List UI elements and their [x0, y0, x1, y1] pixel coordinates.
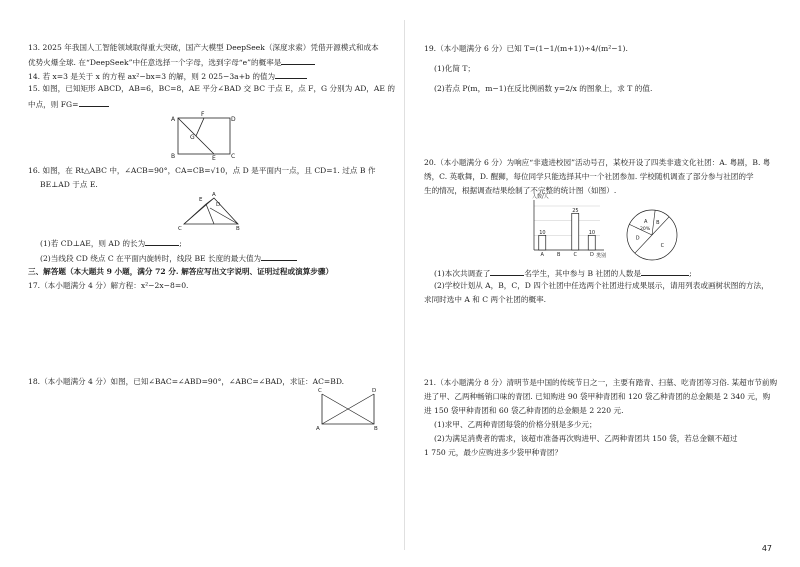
q20-line2: 绣，C. 英歌舞，D. 醒狮，每位同学只能选择其中一个社团参加. 学校随机调查了部分参与社团的学 [424, 172, 754, 181]
pie-label-C: C [660, 242, 665, 249]
q15-label-c: C [231, 153, 236, 160]
bar-A [539, 235, 546, 250]
q15-line1: 15. 如图，已知矩形 ABCD，AB=6，BC=8，AE 平分∠BAD 交 BC 于点 E，点 F，G 分别为 AD，AE 的 [28, 84, 395, 93]
q19-sub1: (1)化简 T； [434, 64, 476, 73]
q21-sub2-line1: (2)为满足消费者的需求，该超市准备再次购进甲、乙两种青团共 150 袋，若总金额不超过 [434, 434, 738, 443]
q18-rectangle-figure [316, 390, 380, 430]
q16-sub2: (2)当线段 CD 绕点 C 在平面内旋转时，线段 BE 长度的最大值为 [40, 252, 297, 264]
bar-value-label-D: 10 [588, 229, 596, 236]
q19-sub2: (2)若点 P(m，m−1)在反比例函数 y=2/x 的图象上，求 T 的值. [434, 84, 653, 93]
bar-tick-label-A: A [540, 252, 544, 258]
q14-text: 14. 若 x=3 是关于 x 的方程 ax²−bx=3 的解，则 2 025−3a+b 的值为 [28, 70, 307, 82]
q17-text: 17.（本小题满分 4 分）解方程：x²−2x−8=0. [28, 281, 189, 290]
bar-tick-label-B: B [556, 252, 561, 258]
pie-label-A: A [643, 219, 648, 226]
q16-line2: BE⊥AD 于点 E. [40, 180, 98, 189]
bar-tick-label-D: D [589, 252, 594, 258]
q20-bar-chart [522, 194, 612, 260]
q13-line2: 优势火爆全球. 在“DeepSeek”中任意选择一个字母，选到字母“e”的概率是 [28, 56, 315, 68]
q15-label-f: F [201, 111, 205, 118]
q20-line3: 生的情况，根据调查结果绘制了不完整的统计图（如图）. [424, 186, 617, 195]
q20-sub2-line2: 求同时选中 A 和 C 两个社团的概率. [424, 295, 547, 304]
bar-D [588, 235, 595, 250]
bar-tick-label-C: C [573, 252, 577, 258]
bar-value-label-C: 25 [572, 207, 579, 214]
q21-line1: 21.（本小题满分 8 分）清明节是中国的传统节日之一，主要有踏青、扫墓、吃青团等习俗. 某超市节前购 [424, 378, 778, 387]
q15-label-e: E [212, 155, 216, 162]
section3-heading: 三、解答题（本大题共 9 小题，满分 72 分. 解答应写出文字说明、证明过程或演算步骤） [28, 267, 334, 276]
q21-sub2-line2: 1 750 元，最少应购进多少袋甲种青团？ [424, 448, 563, 457]
q18-label-c: C [318, 388, 322, 394]
q18-text: 18.（本小题满分 4 分）如图，已知∠BAC=∠ABD=90°，∠ABC=∠BAD，求证：AC=BD. [28, 377, 345, 386]
bar-y-axis-label: 人数/人 [532, 194, 549, 200]
q19-text: 19.（本小题满分 6 分）已知 T=(1−1/(m+1))÷4/(m²−1). [424, 44, 628, 53]
q21-line2: 进了甲、乙两种畅销口味的青团. 已知购进 90 袋甲种青团和 120 袋乙种青团的总金额是 2 340 元，购 [424, 392, 771, 401]
q16-label-b: B [236, 226, 240, 232]
pie-percent-A: 20% [639, 227, 651, 233]
q20-sub2-line1: (2)学校计划从 A，B，C，D 四个社团中任选两个社团进行成果展示，请用列表或画树状图的方法， [434, 281, 769, 290]
bar-x-axis-label: 类别 [596, 253, 607, 259]
q19-formula: (1−1/(m+1))÷4/(m²−1). [535, 44, 628, 53]
bar-C [572, 213, 579, 250]
q21-line3: 进 150 袋甲种青团和 60 袋乙种青团的总金额是 2 220 元. [424, 406, 624, 415]
q15-rectangle-figure [168, 112, 240, 160]
q16-label-c: C [178, 226, 182, 232]
q15-label-d: D [231, 116, 236, 123]
q16-label-a: A [212, 192, 216, 198]
q18-label-b: B [374, 426, 378, 432]
bar-value-label-A: 10 [539, 229, 546, 236]
q15-label-g: G [190, 134, 195, 141]
q16-sub1: (1)若 CD⊥AE，则 AD 的长为 ; [40, 239, 182, 248]
q20-line1: 20.（本小题满分 6 分）为响应“非遗进校园”活动号召，某校开设了四类非遗文化社团：A. 粤剧，B. 粤 [424, 158, 771, 167]
q20-pie-chart [624, 208, 684, 264]
q13-line1: 13. 2025 年我国人工智能领域取得重大突破，国产大模型 DeepSeek（深度求索）凭借开源模式和成本 [28, 43, 379, 52]
q20-sub1: (1)本次共调查了 名学生，其中参与 B 社团的人数是 ; [434, 269, 692, 278]
q15-line2: 中点，则 FG= [28, 98, 109, 110]
pie-label-D: D [635, 235, 640, 242]
column-divider [404, 20, 405, 550]
pie-label-B: B [656, 219, 660, 226]
q16-line1: 16. 如图，在 Rt△ABC 中，∠ACB=90°，CA=CB=√10，点 D 是平面内一点，且 CD=1. 过点 B 作 [28, 166, 376, 175]
q18-label-a: A [316, 426, 320, 432]
q15-label-b: B [171, 153, 176, 160]
q15-label-a: A [171, 116, 176, 123]
q18-label-d: D [372, 388, 377, 394]
q21-sub1: (1)求甲、乙两种青团每袋的价格分别是多少元； [434, 420, 597, 429]
q16-triangle-figure [180, 190, 242, 230]
q16-label-e: E [199, 197, 203, 203]
q16-label-d: D [216, 202, 221, 208]
page-number: 47 [761, 544, 772, 553]
